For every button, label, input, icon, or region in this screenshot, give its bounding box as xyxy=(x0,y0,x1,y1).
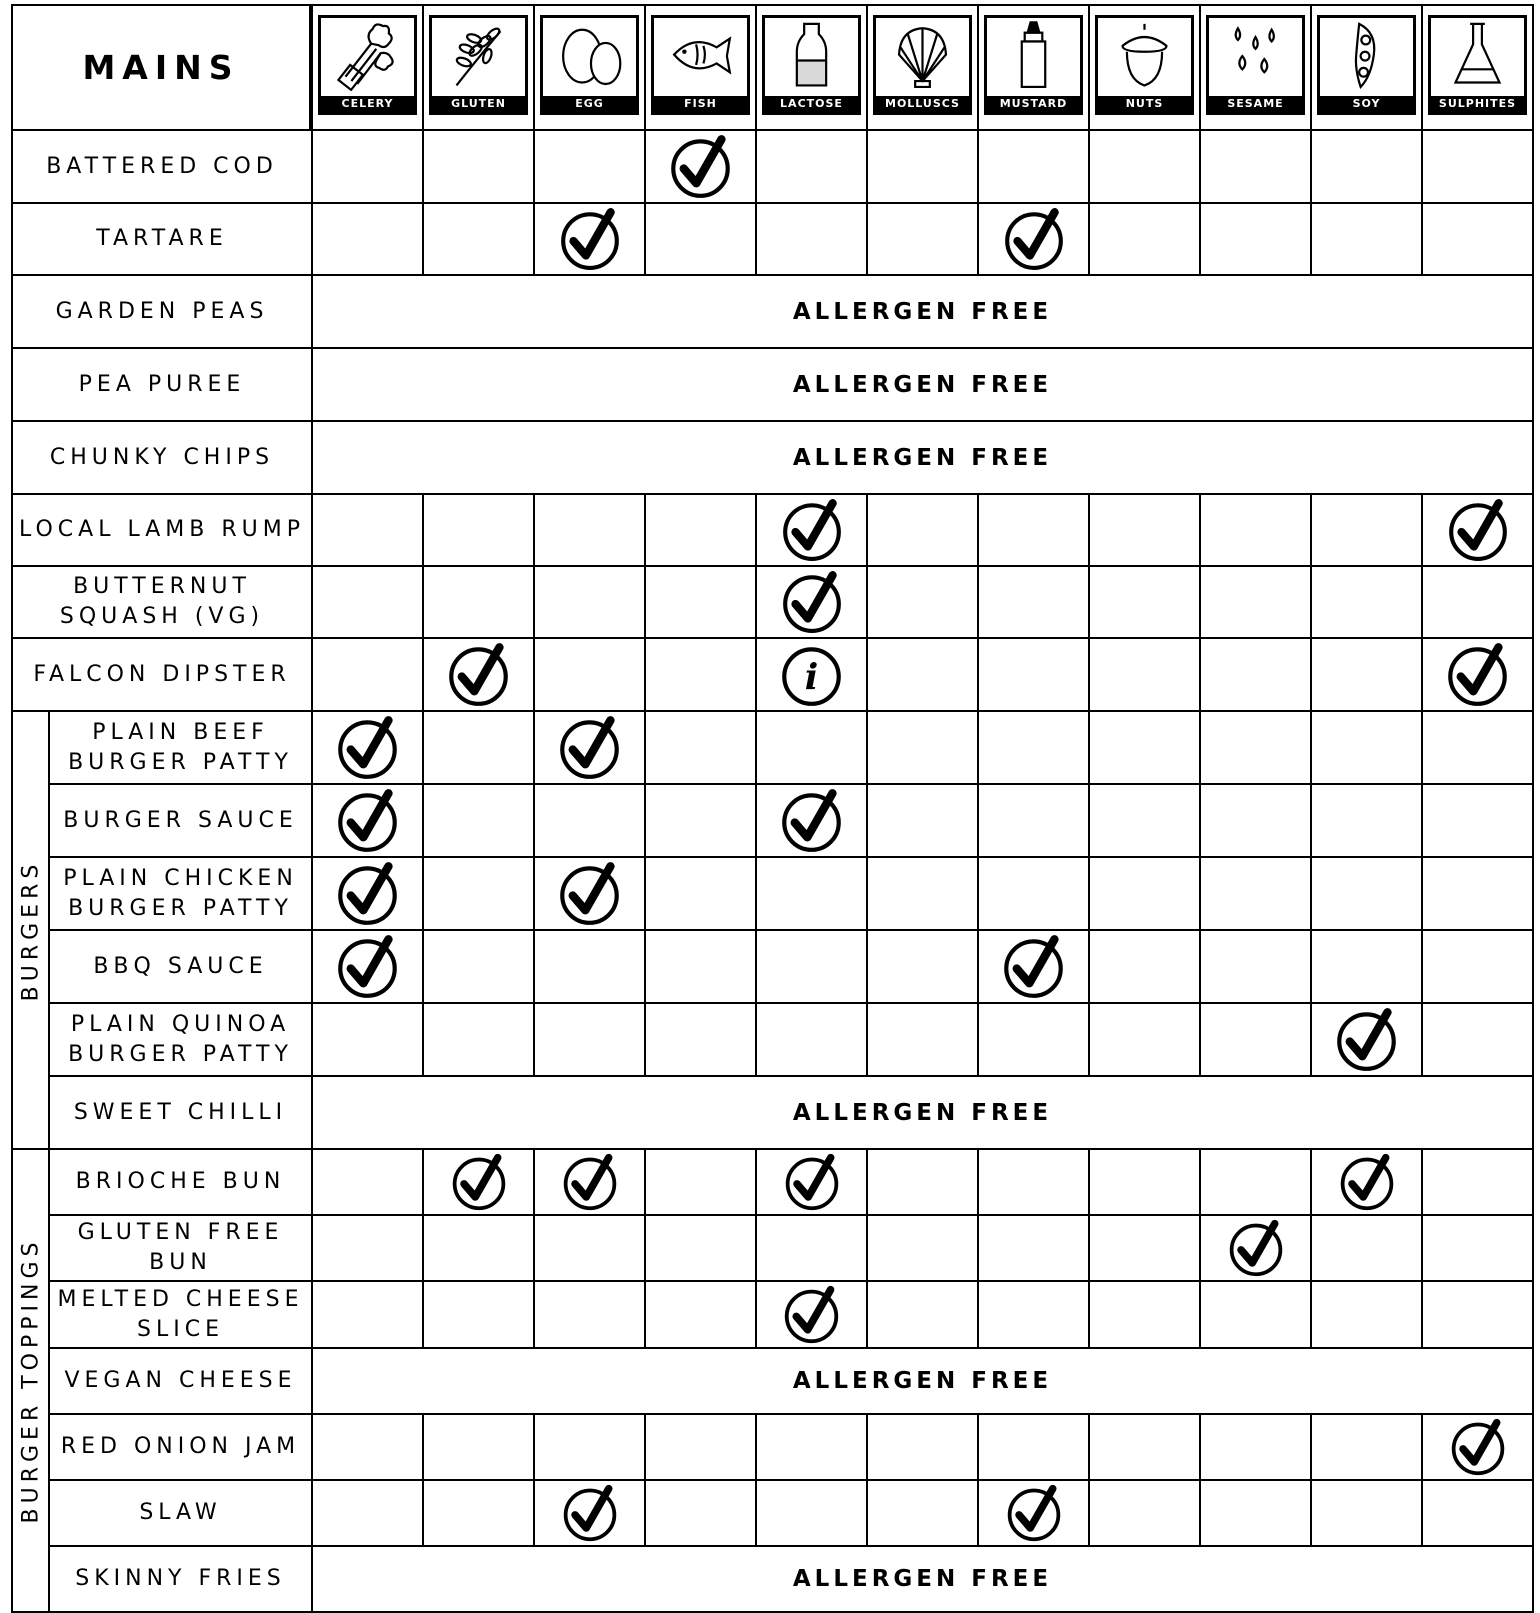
allergen-cell-nuts xyxy=(1088,565,1201,639)
dish-name-cell xyxy=(48,1002,313,1077)
check-icon xyxy=(449,1152,509,1212)
allergen-cell-sesame xyxy=(1199,1280,1312,1349)
mustard-bottle-icon xyxy=(987,18,1080,91)
dish-name-cell xyxy=(11,274,313,349)
allergen-cell-sulphites xyxy=(1421,1280,1534,1349)
allergen-cell-lactose xyxy=(755,929,868,1004)
allergen-cell-soy xyxy=(1310,637,1423,712)
allergen-cell-egg xyxy=(533,1479,646,1547)
allergen-cell-sulphites xyxy=(1421,1413,1534,1481)
check-icon xyxy=(556,860,623,927)
allergen-cell-fish xyxy=(644,202,757,276)
dish-name-cell xyxy=(48,1280,313,1349)
egg-icon xyxy=(543,18,636,91)
allergen-cell-egg xyxy=(533,129,646,204)
allergen-cell-mustard xyxy=(977,202,1090,276)
allergen-cell-sulphites xyxy=(1421,565,1534,639)
allergen-free-cell xyxy=(311,1545,1534,1613)
allergen-cell-soy xyxy=(1310,710,1423,785)
allergen-cell-celery xyxy=(311,1280,424,1349)
allergen-header-soy xyxy=(1310,4,1423,131)
allergen-cell-molluscs xyxy=(866,1214,979,1282)
allergen-cell-molluscs xyxy=(866,1413,979,1481)
allergen-cell-soy xyxy=(1310,1479,1423,1547)
allergen-cell-fish xyxy=(644,493,757,567)
dish-name: MELTED CHEESE SLICE xyxy=(57,1286,304,1342)
check-icon xyxy=(560,1152,620,1212)
check-icon xyxy=(1333,1006,1400,1073)
allergen-label: EGG xyxy=(543,96,636,112)
svg-text:i: i xyxy=(804,657,819,699)
dish-name-cell xyxy=(48,1413,313,1481)
check-icon xyxy=(1337,1152,1397,1212)
dish-name-cell xyxy=(48,856,313,931)
seeds-icon xyxy=(1209,18,1302,91)
allergen-cell-gluten xyxy=(422,1479,535,1547)
check-icon xyxy=(334,860,401,927)
allergen-cell-fish xyxy=(644,1479,757,1547)
allergen-icon-frame xyxy=(318,15,417,115)
allergen-cell-fish xyxy=(644,1413,757,1481)
allergen-icon-frame xyxy=(1317,15,1416,115)
allergen-cell-lactose xyxy=(755,1002,868,1077)
allergen-cell-nuts xyxy=(1088,129,1201,204)
dish-name: SLAW xyxy=(139,1500,222,1525)
allergen-label: LACTOSE xyxy=(765,96,858,112)
allergen-cell-soy xyxy=(1310,202,1423,276)
allergen-cell-gluten xyxy=(422,1214,535,1282)
allergen-cell-egg xyxy=(533,1413,646,1481)
allergen-cell-molluscs xyxy=(866,929,979,1004)
dish-name: SWEET CHILLI xyxy=(73,1099,288,1125)
allergen-cell-gluten xyxy=(422,493,535,567)
allergen-cell-egg xyxy=(533,637,646,712)
dish-name-cell xyxy=(11,129,313,204)
allergen-header-sulphites xyxy=(1421,4,1534,131)
allergen-cell-celery xyxy=(311,202,424,276)
dish-name: BRIOCHE BUN xyxy=(75,1169,286,1194)
allergen-cell-fish xyxy=(644,856,757,931)
allergen-cell-gluten xyxy=(422,710,535,785)
flask-icon xyxy=(1431,18,1524,91)
allergen-cell-lactose xyxy=(755,1214,868,1282)
allergen-icon-frame xyxy=(1206,15,1305,115)
allergen-cell-gluten xyxy=(422,929,535,1004)
allergen-header-fish xyxy=(644,4,757,131)
dish-name: PLAIN CHICKEN BURGER PATTY xyxy=(63,865,298,921)
allergen-cell-mustard xyxy=(977,1479,1090,1547)
allergen-cell-molluscs xyxy=(866,1479,979,1547)
allergen-icon-frame xyxy=(873,15,972,115)
wheat-icon xyxy=(432,18,525,91)
allergen-cell-soy xyxy=(1310,129,1423,204)
allergen-free-cell xyxy=(311,1347,1534,1415)
allergen-cell-molluscs xyxy=(866,783,979,858)
allergen-cell-gluten xyxy=(422,783,535,858)
dish-name-cell xyxy=(11,420,313,495)
allergen-cell-celery xyxy=(311,783,424,858)
allergen-cell-molluscs xyxy=(866,856,979,931)
allergen-cell-gluten xyxy=(422,856,535,931)
allergen-cell-egg xyxy=(533,202,646,276)
allergen-cell-molluscs xyxy=(866,710,979,785)
allergen-cell-nuts xyxy=(1088,637,1201,712)
allergen-cell-nuts xyxy=(1088,202,1201,276)
check-icon xyxy=(1000,933,1067,1000)
dish-name: VEGAN CHEESE xyxy=(64,1368,297,1393)
allergen-cell-lactose xyxy=(755,1280,868,1349)
allergen-free-cell xyxy=(311,420,1534,495)
allergen-cell-celery xyxy=(311,565,424,639)
allergen-cell-egg xyxy=(533,493,646,567)
allergen-cell-lactose xyxy=(755,856,868,931)
allergen-cell-gluten xyxy=(422,1148,535,1216)
check-icon xyxy=(1226,1218,1286,1278)
allergen-cell-fish xyxy=(644,1002,757,1077)
allergen-cell-fish xyxy=(644,783,757,858)
allergen-cell-nuts xyxy=(1088,1479,1201,1547)
allergen-cell-sulphites xyxy=(1421,129,1534,204)
allergen-icon-frame xyxy=(1428,15,1527,115)
dish-name-cell xyxy=(48,1545,313,1613)
allergen-cell-mustard xyxy=(977,856,1090,931)
allergen-cell-celery xyxy=(311,1002,424,1077)
dish-name-cell xyxy=(11,493,313,567)
allergen-cell-nuts xyxy=(1088,1002,1201,1077)
allergen-cell-molluscs xyxy=(866,1148,979,1216)
allergen-cell-sulphites xyxy=(1421,929,1534,1004)
shell-icon xyxy=(876,18,969,91)
allergen-cell-nuts xyxy=(1088,1148,1201,1216)
allergen-header-nuts xyxy=(1088,4,1201,131)
dish-name: PLAIN QUINOA BURGER PATTY xyxy=(68,1011,293,1067)
allergen-cell-lactose xyxy=(755,565,868,639)
allergen-cell-egg xyxy=(533,929,646,1004)
allergen-cell-sulphites xyxy=(1421,710,1534,785)
dish-name: GARDEN PEAS xyxy=(55,298,269,324)
allergen-icon-frame xyxy=(1095,15,1194,115)
dish-name-cell xyxy=(48,929,313,1004)
allergen-cell-lactose xyxy=(755,710,868,785)
allergen-cell-soy xyxy=(1310,783,1423,858)
allergen-cell-sesame xyxy=(1199,565,1312,639)
allergen-cell-fish xyxy=(644,710,757,785)
allergen-cell-sulphites xyxy=(1421,1002,1534,1077)
dish-name: PLAIN BEEF BURGER PATTY xyxy=(68,719,293,775)
allergen-free-cell xyxy=(311,1075,1534,1150)
allergen-cell-gluten xyxy=(422,202,535,276)
check-icon xyxy=(1004,1483,1064,1543)
allergen-icon-frame xyxy=(762,15,861,115)
check-icon xyxy=(782,1152,842,1212)
allergen-header-molluscs xyxy=(866,4,979,131)
allergen-cell-fish xyxy=(644,565,757,639)
allergen-cell-sesame xyxy=(1199,129,1312,204)
allergen-cell-sesame xyxy=(1199,929,1312,1004)
allergen-free-label: ALLERGEN FREE xyxy=(792,1566,1053,1592)
dish-name-cell xyxy=(48,1347,313,1415)
check-icon xyxy=(445,641,512,708)
allergen-cell-soy xyxy=(1310,929,1423,1004)
allergen-cell-soy xyxy=(1310,1280,1423,1349)
allergen-cell-lactose xyxy=(755,1413,868,1481)
check-icon xyxy=(557,206,623,272)
allergen-cell-egg xyxy=(533,710,646,785)
allergen-cell-gluten xyxy=(422,1413,535,1481)
allergen-cell-soy xyxy=(1310,565,1423,639)
allergen-cell-celery xyxy=(311,129,424,204)
dish-name: LOCAL LAMB RUMP xyxy=(19,517,305,542)
allergen-cell-egg xyxy=(533,1148,646,1216)
allergen-cell-lactose xyxy=(755,129,868,204)
check-icon xyxy=(779,569,845,635)
allergen-cell-soy xyxy=(1310,1413,1423,1481)
dish-name-cell xyxy=(48,1148,313,1216)
allergen-cell-nuts xyxy=(1088,493,1201,567)
group-title: BURGER TOPPINGS xyxy=(18,1237,43,1524)
allergen-cell-celery xyxy=(311,1479,424,1547)
allergen-cell-fish xyxy=(644,1148,757,1216)
soy-pod-icon xyxy=(1320,18,1413,91)
allergen-free-label: ALLERGEN FREE xyxy=(792,444,1053,471)
allergen-cell-mustard xyxy=(977,710,1090,785)
allergen-label: CELERY xyxy=(321,96,414,112)
dish-name-cell xyxy=(11,565,313,639)
allergen-free-label: ALLERGEN FREE xyxy=(792,1099,1053,1126)
fish-icon xyxy=(654,18,747,91)
allergen-cell-sulphites xyxy=(1421,493,1534,567)
allergen-label: SESAME xyxy=(1209,96,1302,112)
allergen-cell-celery xyxy=(311,1148,424,1216)
allergen-cell-lactose xyxy=(755,493,868,567)
allergen-icon-frame xyxy=(429,15,528,115)
dish-name-cell xyxy=(48,710,313,785)
allergen-cell-gluten xyxy=(422,1280,535,1349)
allergen-cell-nuts xyxy=(1088,710,1201,785)
allergen-cell-molluscs xyxy=(866,637,979,712)
allergen-cell-molluscs xyxy=(866,202,979,276)
allergen-cell-mustard xyxy=(977,1002,1090,1077)
allergen-cell-gluten xyxy=(422,129,535,204)
allergen-label: NUTS xyxy=(1098,96,1191,112)
allergen-header-celery xyxy=(311,4,424,131)
allergen-label: MOLLUSCS xyxy=(876,96,969,112)
allergen-cell-lactose xyxy=(755,637,868,712)
allergen-header-gluten xyxy=(422,4,535,131)
allergen-cell-molluscs xyxy=(866,493,979,567)
allergen-free-label: ALLERGEN FREE xyxy=(792,298,1053,325)
allergen-cell-sesame xyxy=(1199,710,1312,785)
allergen-cell-egg xyxy=(533,783,646,858)
dish-name: BURGER SAUCE xyxy=(63,807,298,833)
allergen-cell-celery xyxy=(311,929,424,1004)
dish-name: RED ONION JAM xyxy=(60,1434,301,1459)
allergen-header-egg xyxy=(533,4,646,131)
allergen-cell-fish xyxy=(644,929,757,1004)
check-icon xyxy=(556,714,623,781)
dish-name-cell xyxy=(48,1075,313,1150)
allergen-cell-gluten xyxy=(422,1002,535,1077)
check-icon xyxy=(334,787,401,854)
check-icon xyxy=(779,497,845,563)
allergen-header-lactose xyxy=(755,4,868,131)
allergen-icon-frame xyxy=(540,15,639,115)
allergen-cell-mustard xyxy=(977,129,1090,204)
check-icon xyxy=(781,1284,842,1345)
allergen-free-label: ALLERGEN FREE xyxy=(792,1368,1053,1394)
allergen-cell-mustard xyxy=(977,1148,1090,1216)
dish-name-cell xyxy=(11,637,313,712)
allergen-label: SOY xyxy=(1320,96,1413,112)
allergen-cell-egg xyxy=(533,856,646,931)
dish-name: PEA PUREE xyxy=(78,371,246,397)
acorn-icon xyxy=(1098,18,1191,91)
allergen-cell-nuts xyxy=(1088,929,1201,1004)
group-label xyxy=(11,1148,50,1613)
allergen-label: SULPHITES xyxy=(1431,96,1524,112)
allergen-cell-celery xyxy=(311,1214,424,1282)
dish-name: SKINNY FRIES xyxy=(75,1566,286,1591)
allergen-cell-celery xyxy=(311,856,424,931)
check-icon xyxy=(778,787,845,854)
allergen-cell-mustard xyxy=(977,637,1090,712)
allergen-cell-soy xyxy=(1310,1148,1423,1216)
allergen-cell-sulphites xyxy=(1421,1148,1534,1216)
allergen-cell-molluscs xyxy=(866,129,979,204)
allergen-header-mustard xyxy=(977,4,1090,131)
allergen-label: GLUTEN xyxy=(432,96,525,112)
allergen-cell-sesame xyxy=(1199,1002,1312,1077)
allergen-free-cell xyxy=(311,274,1534,349)
celery-icon xyxy=(321,18,414,91)
allergen-cell-sulphites xyxy=(1421,1479,1534,1547)
dish-name: BUTTERNUT SQUASH (VG) xyxy=(59,574,265,629)
allergen-header-sesame xyxy=(1199,4,1312,131)
check-icon xyxy=(1448,1417,1508,1477)
dish-name-cell xyxy=(48,1479,313,1547)
allergen-cell-egg xyxy=(533,565,646,639)
dish-name: FALCON DIPSTER xyxy=(33,661,291,687)
allergen-cell-sesame xyxy=(1199,783,1312,858)
allergen-cell-sesame xyxy=(1199,1148,1312,1216)
group-title: BURGERS xyxy=(18,859,43,1001)
allergen-cell-molluscs xyxy=(866,1280,979,1349)
allergen-label: FISH xyxy=(654,96,747,112)
dish-name: CHUNKY CHIPS xyxy=(49,444,275,470)
allergen-cell-sesame xyxy=(1199,1479,1312,1547)
allergen-cell-soy xyxy=(1310,856,1423,931)
dish-name-cell xyxy=(11,347,313,422)
info-icon xyxy=(778,641,845,708)
dish-name: GLUTEN FREE BUN xyxy=(77,1220,284,1275)
allergen-icon-frame xyxy=(984,15,1083,115)
allergen-cell-sulphites xyxy=(1421,856,1534,931)
allergen-cell-celery xyxy=(311,710,424,785)
allergen-cell-celery xyxy=(311,493,424,567)
allergen-cell-soy xyxy=(1310,1214,1423,1282)
allergen-cell-celery xyxy=(311,637,424,712)
allergen-cell-lactose xyxy=(755,1148,868,1216)
allergen-cell-fish xyxy=(644,637,757,712)
allergen-cell-mustard xyxy=(977,1413,1090,1481)
check-icon xyxy=(1001,206,1067,272)
dish-name-cell xyxy=(11,202,313,276)
table-title xyxy=(11,4,311,131)
check-icon xyxy=(1445,497,1511,563)
dish-name: BBQ SAUCE xyxy=(93,953,268,979)
allergen-cell-celery xyxy=(311,1413,424,1481)
check-icon xyxy=(334,933,401,1000)
dish-name: BATTERED COD xyxy=(46,153,278,179)
allergen-free-cell xyxy=(311,347,1534,422)
allergen-cell-sesame xyxy=(1199,856,1312,931)
allergen-cell-egg xyxy=(533,1214,646,1282)
allergen-cell-sesame xyxy=(1199,637,1312,712)
check-icon xyxy=(334,714,401,781)
allergen-cell-egg xyxy=(533,1002,646,1077)
allergen-cell-sulphites xyxy=(1421,202,1534,276)
allergen-cell-gluten xyxy=(422,637,535,712)
allergen-cell-egg xyxy=(533,1280,646,1349)
allergen-icon-frame xyxy=(651,15,750,115)
check-icon xyxy=(560,1483,620,1543)
allergen-cell-lactose xyxy=(755,1479,868,1547)
check-icon xyxy=(1444,641,1511,708)
allergen-cell-fish xyxy=(644,1280,757,1349)
allergen-cell-nuts xyxy=(1088,1413,1201,1481)
allergen-cell-sulphites xyxy=(1421,637,1534,712)
allergen-cell-soy xyxy=(1310,493,1423,567)
allergen-cell-mustard xyxy=(977,565,1090,639)
dish-name-cell xyxy=(48,1214,313,1282)
allergen-cell-mustard xyxy=(977,783,1090,858)
allergen-cell-nuts xyxy=(1088,1280,1201,1349)
allergen-cell-molluscs xyxy=(866,1002,979,1077)
group-label xyxy=(11,710,50,1150)
allergen-cell-fish xyxy=(644,129,757,204)
allergen-cell-sesame xyxy=(1199,1413,1312,1481)
allergen-cell-fish xyxy=(644,1214,757,1282)
dish-name-cell xyxy=(48,783,313,858)
allergen-cell-sulphites xyxy=(1421,783,1534,858)
allergen-cell-sesame xyxy=(1199,202,1312,276)
allergen-cell-mustard xyxy=(977,1280,1090,1349)
allergen-cell-sulphites xyxy=(1421,1214,1534,1282)
allergen-cell-lactose xyxy=(755,783,868,858)
allergen-cell-mustard xyxy=(977,1214,1090,1282)
allergen-cell-nuts xyxy=(1088,783,1201,858)
allergen-cell-nuts xyxy=(1088,856,1201,931)
allergen-cell-gluten xyxy=(422,565,535,639)
allergen-cell-nuts xyxy=(1088,1214,1201,1282)
allergen-cell-mustard xyxy=(977,929,1090,1004)
allergen-cell-lactose xyxy=(755,202,868,276)
check-icon xyxy=(667,133,734,200)
allergen-cell-sesame xyxy=(1199,1214,1312,1282)
allergen-label: MUSTARD xyxy=(987,96,1080,112)
milk-bottle-icon xyxy=(765,18,858,91)
allergen-cell-mustard xyxy=(977,493,1090,567)
allergen-free-label: ALLERGEN FREE xyxy=(792,371,1053,398)
allergen-cell-molluscs xyxy=(866,565,979,639)
allergen-cell-soy xyxy=(1310,1002,1423,1077)
dish-name: TARTARE xyxy=(96,226,228,251)
page-title: MAINS xyxy=(82,48,240,87)
allergen-cell-sesame xyxy=(1199,493,1312,567)
